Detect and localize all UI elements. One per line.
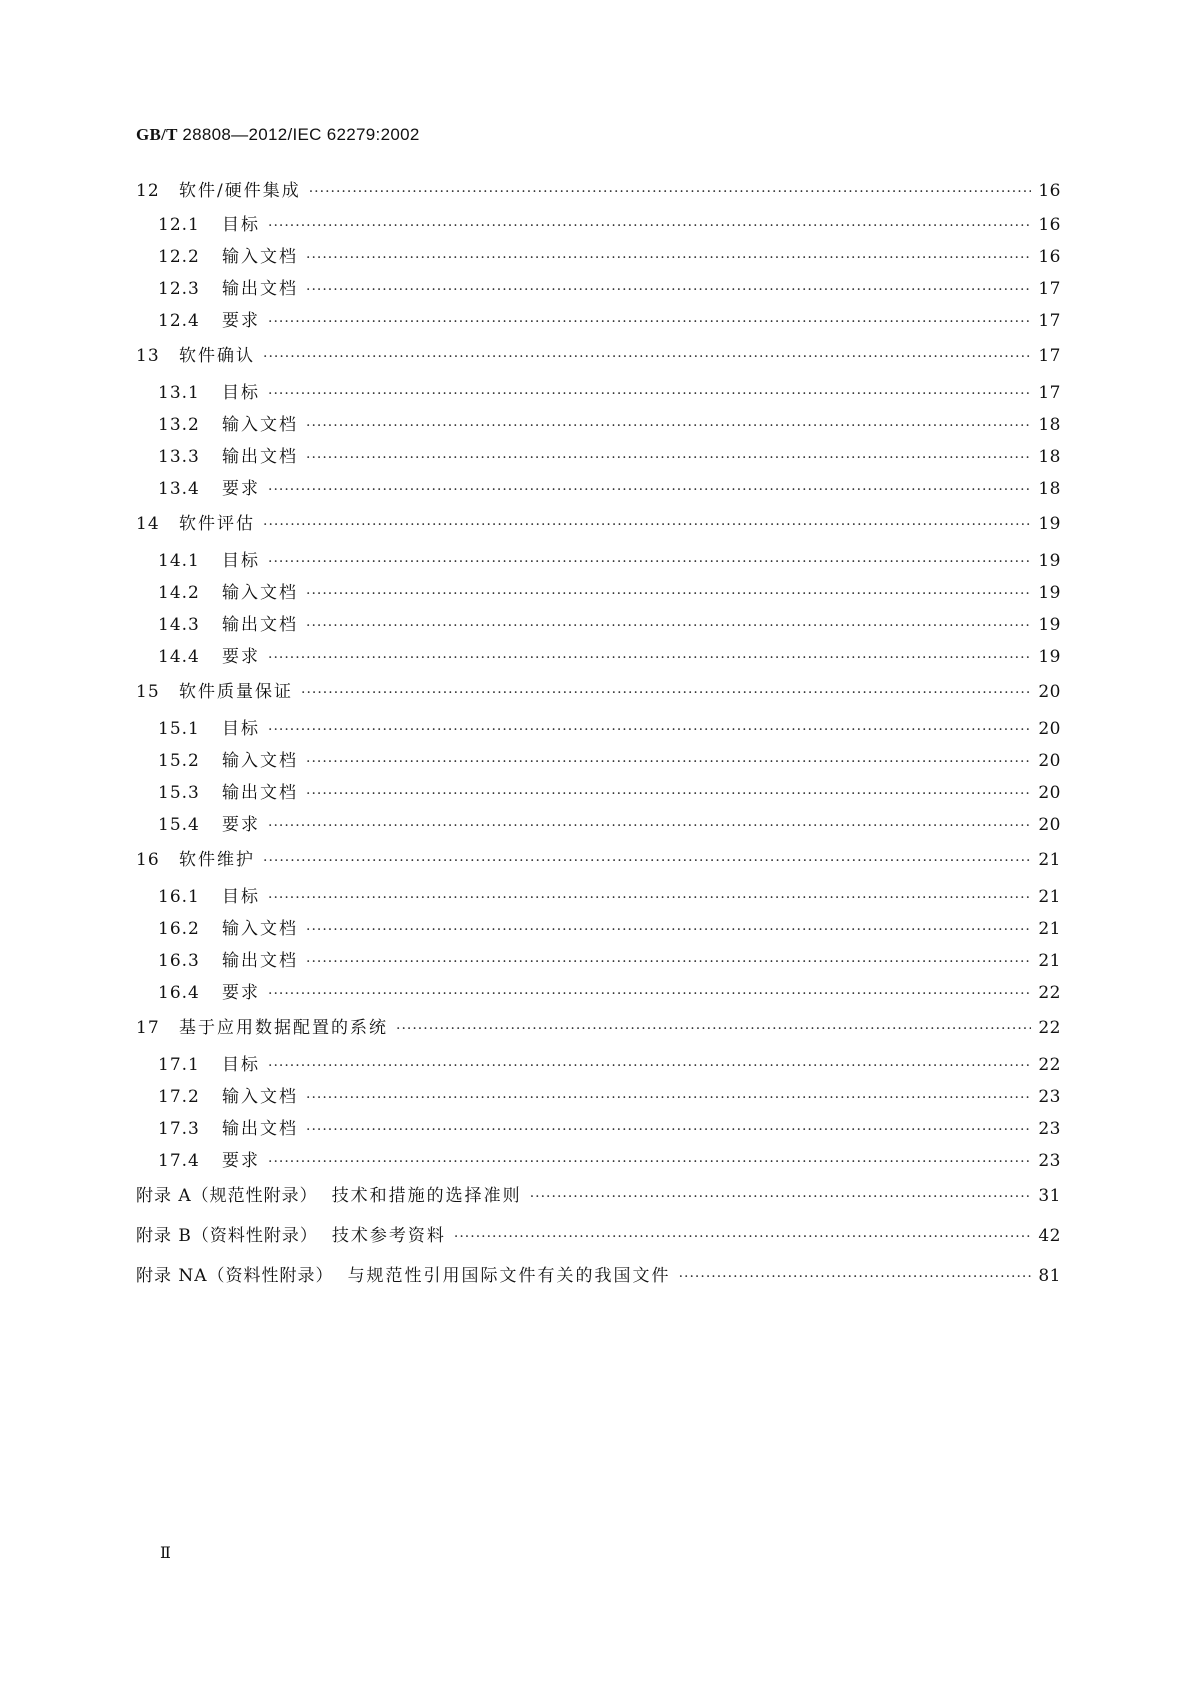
toc-entry-page: 17	[1038, 311, 1061, 331]
toc-entry-title: 要求	[222, 815, 260, 835]
toc-subsection-entry[interactable]	[136, 778, 1061, 810]
toc-entry-number: 14.3	[158, 615, 200, 635]
toc-entry-title: 软件/硬件集成	[179, 181, 301, 201]
toc-entry-page: 19	[1038, 647, 1061, 667]
toc-entry-title: 输入文档	[222, 415, 298, 435]
toc-entry-number: 13.1	[158, 383, 200, 403]
toc-entry-page: 31	[1038, 1186, 1061, 1206]
toc-entry-title: 与规范性引用国际文件有关的我国文件	[347, 1266, 671, 1286]
toc-entry-page: 21	[1038, 850, 1061, 870]
toc-entry-page: 20	[1038, 719, 1061, 739]
dot-leader	[268, 482, 1031, 498]
document-header	[136, 125, 420, 145]
toc-appendix-entry[interactable]	[136, 1261, 1061, 1298]
toc-section-entry[interactable]	[136, 845, 1061, 882]
dot-leader	[306, 250, 1031, 266]
dot-leader	[306, 786, 1031, 802]
dot-leader	[268, 650, 1031, 666]
dot-leader	[306, 418, 1031, 434]
toc-subsection-entry[interactable]	[136, 242, 1061, 274]
toc-entry-page: 18	[1038, 447, 1061, 467]
toc-entry-number: 13	[136, 346, 160, 366]
toc-subsection-entry[interactable]	[136, 1050, 1061, 1082]
toc-entry-title: 基于应用数据配置的系统	[179, 1018, 388, 1038]
toc-section-entry[interactable]	[136, 1013, 1061, 1050]
dot-leader	[268, 818, 1031, 834]
toc-entry-number: 14.4	[158, 647, 200, 667]
toc-subsection-entry[interactable]	[136, 546, 1061, 578]
toc-entry-page: 20	[1038, 751, 1061, 771]
toc-subsection-entry[interactable]	[136, 610, 1061, 642]
toc-entry-page: 23	[1038, 1151, 1061, 1171]
toc-entry-title: 输出文档	[222, 615, 298, 635]
toc-entry-page: 22	[1038, 983, 1061, 1003]
toc-entry-page: 22	[1038, 1055, 1061, 1075]
dot-leader	[263, 349, 1031, 365]
toc-entry-number: 16.3	[158, 951, 200, 971]
toc-entry-number: 12.2	[158, 247, 200, 267]
toc-subsection-entry[interactable]	[136, 642, 1061, 674]
toc-subsection-entry[interactable]	[136, 810, 1061, 842]
toc-subsection-entry[interactable]	[136, 378, 1061, 410]
toc-entry-number: 附录 NA（资料性附录）	[136, 1266, 334, 1286]
dot-leader	[454, 1229, 1031, 1245]
toc-subsection-entry[interactable]	[136, 746, 1061, 778]
toc-entry-page: 16	[1038, 247, 1061, 267]
dot-leader	[268, 1154, 1031, 1170]
toc-entry-page: 20	[1038, 682, 1061, 702]
toc-entry-title: 要求	[222, 479, 260, 499]
toc-entry-number: 附录 A（规范性附录）	[136, 1186, 318, 1206]
dot-leader	[268, 314, 1031, 330]
toc-entry-title: 要求	[222, 311, 260, 331]
page-number: Ⅱ	[160, 1545, 171, 1562]
toc-entry-title: 目标	[222, 1055, 260, 1075]
toc-entry-page: 20	[1038, 783, 1061, 803]
toc-entry-page: 19	[1038, 551, 1061, 571]
toc-entry-page: 42	[1038, 1226, 1061, 1246]
toc-subsection-entry[interactable]	[136, 274, 1061, 306]
toc-entry-title: 软件质量保证	[179, 682, 293, 702]
toc-entry-number: 16	[136, 850, 160, 870]
toc-entry-page: 21	[1038, 919, 1061, 939]
dot-leader	[268, 1058, 1031, 1074]
toc-entry-number: 15.3	[158, 783, 200, 803]
dot-leader	[268, 986, 1031, 1002]
toc-entry-number: 17.4	[158, 1151, 200, 1171]
toc-entry-title: 软件维护	[179, 850, 255, 870]
toc-subsection-entry[interactable]	[136, 210, 1061, 242]
toc-entry-page: 19	[1038, 514, 1061, 534]
dot-leader	[306, 754, 1031, 770]
toc-entry-page: 22	[1038, 1018, 1061, 1038]
standard-number: 28808—2012/IEC 62279:2002	[182, 125, 420, 144]
toc-subsection-entry[interactable]	[136, 410, 1061, 442]
toc-entry-number: 13.2	[158, 415, 200, 435]
toc-entry-page: 20	[1038, 815, 1061, 835]
dot-leader	[530, 1189, 1031, 1205]
toc-appendix-entry[interactable]	[136, 1181, 1061, 1218]
dot-leader	[306, 954, 1031, 970]
toc-subsection-entry[interactable]	[136, 914, 1061, 946]
toc-entry-number: 13.3	[158, 447, 200, 467]
toc-section-entry[interactable]	[136, 677, 1061, 714]
toc-entry-title: 要求	[222, 647, 260, 667]
toc-entry-page: 17	[1038, 383, 1061, 403]
toc-entry-title: 输出文档	[222, 279, 298, 299]
toc-appendix-entry[interactable]	[136, 1221, 1061, 1258]
toc-entry-title: 输入文档	[222, 247, 298, 267]
toc-entry-title: 输出文档	[222, 1119, 298, 1139]
toc-entry-title: 输出文档	[222, 951, 298, 971]
toc-entry-page: 21	[1038, 951, 1061, 971]
toc-entry-number: 15.4	[158, 815, 200, 835]
toc-entry-number: 17.1	[158, 1055, 200, 1075]
toc-subsection-entry[interactable]	[136, 882, 1061, 914]
dot-leader	[301, 685, 1031, 701]
toc-entry-title: 软件评估	[179, 514, 255, 534]
toc-entry-title: 输入文档	[222, 751, 298, 771]
toc-entry-page: 81	[1038, 1266, 1061, 1286]
dot-leader	[263, 853, 1031, 869]
toc-entry-number: 16.1	[158, 887, 200, 907]
toc-entry-number: 15.2	[158, 751, 200, 771]
toc-entry-number: 附录 B（资料性附录）	[136, 1226, 318, 1246]
dot-leader	[268, 386, 1031, 402]
table-of-contents	[136, 176, 1061, 1298]
toc-subsection-entry[interactable]	[136, 978, 1061, 1010]
toc-subsection-entry[interactable]	[136, 946, 1061, 978]
toc-entry-page: 18	[1038, 415, 1061, 435]
toc-entry-number: 13.4	[158, 479, 200, 499]
toc-subsection-entry[interactable]	[136, 714, 1061, 746]
toc-entry-number: 12	[136, 181, 160, 201]
toc-entry-title: 目标	[222, 719, 260, 739]
toc-entry-title: 要求	[222, 983, 260, 1003]
toc-entry-number: 12.4	[158, 311, 200, 331]
toc-entry-page: 18	[1038, 479, 1061, 499]
standard-code: GB/T	[136, 125, 178, 144]
dot-leader	[306, 1122, 1031, 1138]
toc-entry-title: 目标	[222, 215, 260, 235]
dot-leader	[268, 554, 1031, 570]
toc-entry-number: 14	[136, 514, 160, 534]
toc-entry-page: 17	[1038, 346, 1061, 366]
toc-entry-title: 输入文档	[222, 919, 298, 939]
toc-entry-title: 要求	[222, 1151, 260, 1171]
toc-subsection-entry[interactable]	[136, 578, 1061, 610]
toc-subsection-entry[interactable]	[136, 474, 1061, 506]
toc-subsection-entry[interactable]	[136, 1114, 1061, 1146]
dot-leader	[306, 1090, 1031, 1106]
dot-leader	[268, 218, 1031, 234]
toc-entry-number: 12.1	[158, 215, 200, 235]
dot-leader	[396, 1021, 1031, 1037]
dot-leader	[268, 722, 1031, 738]
toc-entry-number: 15	[136, 682, 160, 702]
toc-entry-number: 16.4	[158, 983, 200, 1003]
toc-section-entry[interactable]	[136, 341, 1061, 378]
toc-section-entry[interactable]	[136, 176, 1061, 210]
toc-entry-title: 目标	[222, 887, 260, 907]
toc-section-entry[interactable]	[136, 509, 1061, 546]
toc-entry-page: 23	[1038, 1119, 1061, 1139]
toc-entry-page: 19	[1038, 615, 1061, 635]
toc-entry-title: 目标	[222, 551, 260, 571]
toc-entry-title: 输入文档	[222, 583, 298, 603]
dot-leader	[306, 282, 1031, 298]
toc-subsection-entry[interactable]	[136, 442, 1061, 474]
toc-subsection-entry[interactable]	[136, 1082, 1061, 1114]
toc-entry-page: 19	[1038, 583, 1061, 603]
dot-leader	[268, 890, 1031, 906]
toc-entry-page: 21	[1038, 887, 1061, 907]
dot-leader	[263, 517, 1031, 533]
toc-entry-title: 输入文档	[222, 1087, 298, 1107]
toc-entry-page: 16	[1038, 215, 1061, 235]
toc-entry-number: 17.3	[158, 1119, 200, 1139]
toc-entry-title: 软件确认	[179, 346, 255, 366]
toc-subsection-entry[interactable]	[136, 1146, 1061, 1178]
toc-entry-title: 目标	[222, 383, 260, 403]
toc-entry-title: 输出文档	[222, 447, 298, 467]
dot-leader	[306, 922, 1031, 938]
toc-entry-number: 16.2	[158, 919, 200, 939]
toc-entry-page: 17	[1038, 279, 1061, 299]
toc-entry-page: 23	[1038, 1087, 1061, 1107]
toc-entry-page: 16	[1038, 181, 1061, 201]
dot-leader	[679, 1269, 1031, 1285]
toc-entry-title: 输出文档	[222, 783, 298, 803]
toc-entry-number: 14.2	[158, 583, 200, 603]
dot-leader	[306, 618, 1031, 634]
dot-leader	[306, 586, 1031, 602]
dot-leader	[309, 184, 1031, 200]
toc-entry-number: 17.2	[158, 1087, 200, 1107]
toc-entry-number: 15.1	[158, 719, 200, 739]
dot-leader	[306, 450, 1031, 466]
toc-entry-title: 技术参考资料	[331, 1226, 446, 1246]
toc-entry-number: 17	[136, 1018, 160, 1038]
toc-entry-title: 技术和措施的选择准则	[331, 1186, 522, 1206]
toc-subsection-entry[interactable]	[136, 306, 1061, 338]
toc-entry-number: 14.1	[158, 551, 200, 571]
toc-entry-number: 12.3	[158, 279, 200, 299]
